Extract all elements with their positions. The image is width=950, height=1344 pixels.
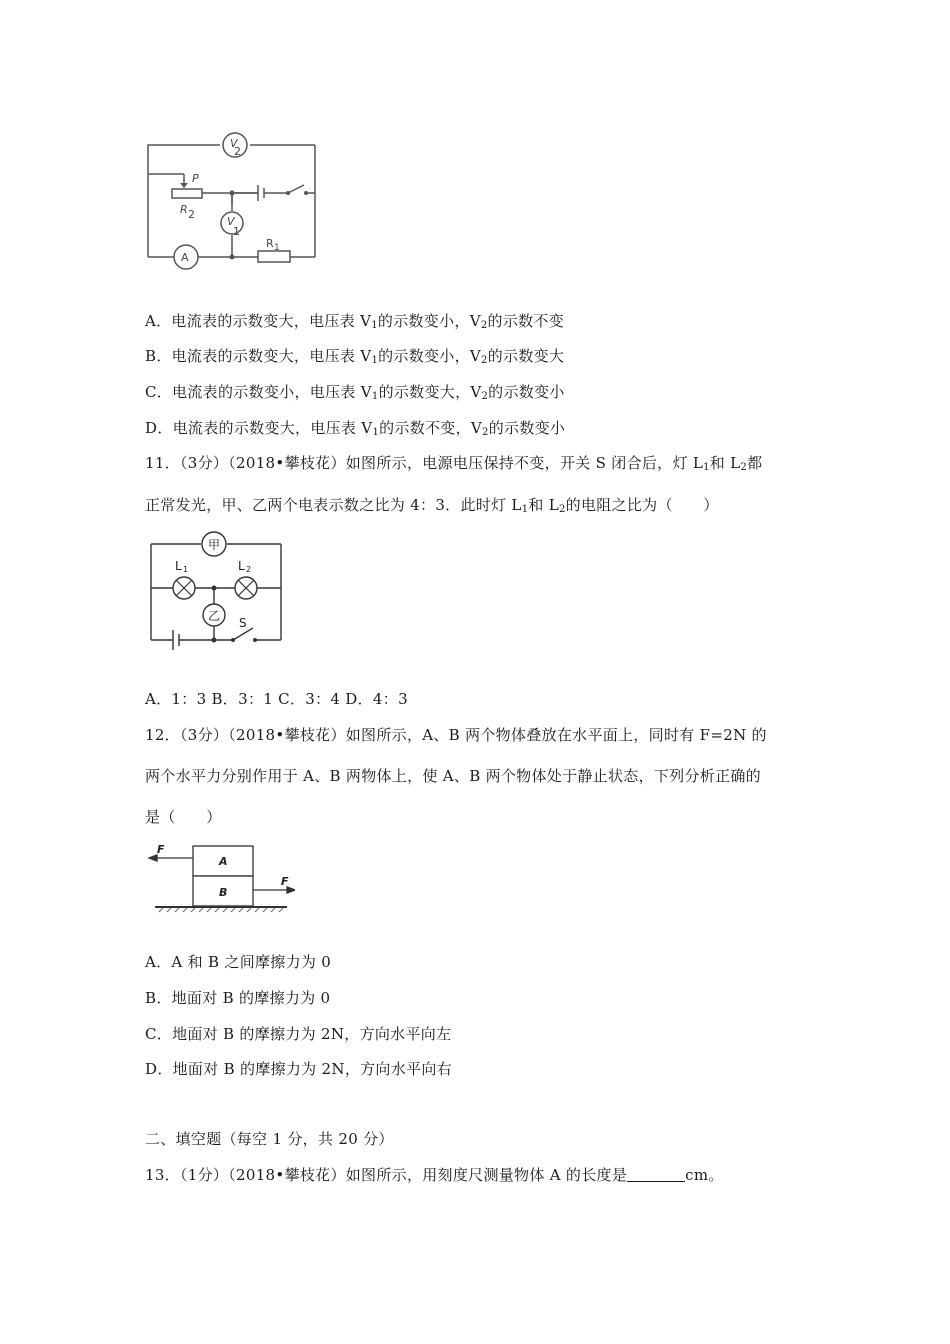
- q11-options: A．1：3 B．3：1 C．3：4 D．4：3: [145, 690, 408, 708]
- q12-option-a: A．A 和 B 之间摩擦力为 0: [145, 953, 332, 971]
- q10-option-b: B．电流表的示数变大，电压表 $V_1$的示数变小，$V_2$的示数变大: [145, 347, 565, 366]
- r2-label: R: [180, 203, 188, 216]
- q12-stem-line2: 两个水平力分别作用于 A、B 两物体上，使 A、B 两个物体处于静止状态，下列分析正确的: [145, 767, 761, 785]
- force-left-label: F: [157, 843, 165, 856]
- q12-option-c: C．地面对 B 的摩擦力为 2N，方向水平向左: [145, 1025, 452, 1043]
- q10-circuit-diagram: [140, 125, 330, 275]
- r1-label: R: [266, 237, 274, 250]
- switch-label: S: [239, 616, 247, 630]
- q11-stem-line2: 正常发光，甲、乙两个电表示数之比为 4：3．此时灯 $L_1$和 $L_2$的电阻之比为（ ）: [145, 496, 719, 515]
- l2-sub: 2: [246, 565, 252, 574]
- q10-option-c: C．电流表的示数变小，电压表 $V_1$的示数变大，$V_2$的示数变小: [145, 383, 565, 402]
- r1-sub: 1: [274, 243, 280, 253]
- block-a-label: A: [219, 855, 228, 868]
- yi-meter-label: 乙: [208, 609, 221, 623]
- v2-label: V: [230, 137, 238, 150]
- p-label: P: [192, 172, 199, 185]
- r2-sub: 2: [188, 208, 195, 221]
- ammeter-label: A: [181, 251, 189, 264]
- l1-label: L: [175, 559, 182, 573]
- q12-option-b: B．地面对 B 的摩擦力为 0: [145, 989, 331, 1007]
- block-b-label: B: [219, 886, 228, 899]
- force-right-label: F: [281, 875, 289, 888]
- v1-sub: 1: [233, 225, 240, 238]
- l1-sub: 1: [183, 565, 189, 574]
- q13-stem: 13．（1分）（2018•攀枝花）如图所示，用刻度尺测量物体 A 的长度是 cm。: [145, 1166, 724, 1184]
- q10-option-a: A．电流表的示数变大，电压表 $V_1$的示数变小，$V_2$的示数不变: [145, 312, 565, 331]
- q12-stem-line3: 是（ ）: [145, 808, 222, 826]
- jia-meter-label: 甲: [208, 538, 221, 552]
- section-title: 二、填空题（每空 1 分，共 20 分）: [145, 1130, 394, 1148]
- q11-stem-line1: 11．（3分）（2018•攀枝花）如图所示，电源电压保持不变，开关 S 闭合后，灯 $L_1$和 $L_2$都: [145, 454, 763, 473]
- v1-label: V: [227, 215, 235, 228]
- q12-stem-line1: 12．（3分）（2018•攀枝花）如图所示，A、B 两个物体叠放在水平面上，同时有 F=2N 的: [145, 726, 767, 744]
- q10-option-d: D．电流表的示数变大，电压表 $V_1$的示数不变，$V_2$的示数变小: [145, 419, 566, 438]
- v2-sub: 2: [234, 145, 241, 158]
- q12-option-d: D．地面对 B 的摩擦力为 2N，方向水平向右: [145, 1060, 452, 1078]
- q12-blocks-diagram: [145, 840, 295, 918]
- q11-circuit-diagram: [145, 528, 290, 656]
- answer-blank[interactable]: [627, 1167, 685, 1182]
- l2-label: L: [238, 559, 245, 573]
